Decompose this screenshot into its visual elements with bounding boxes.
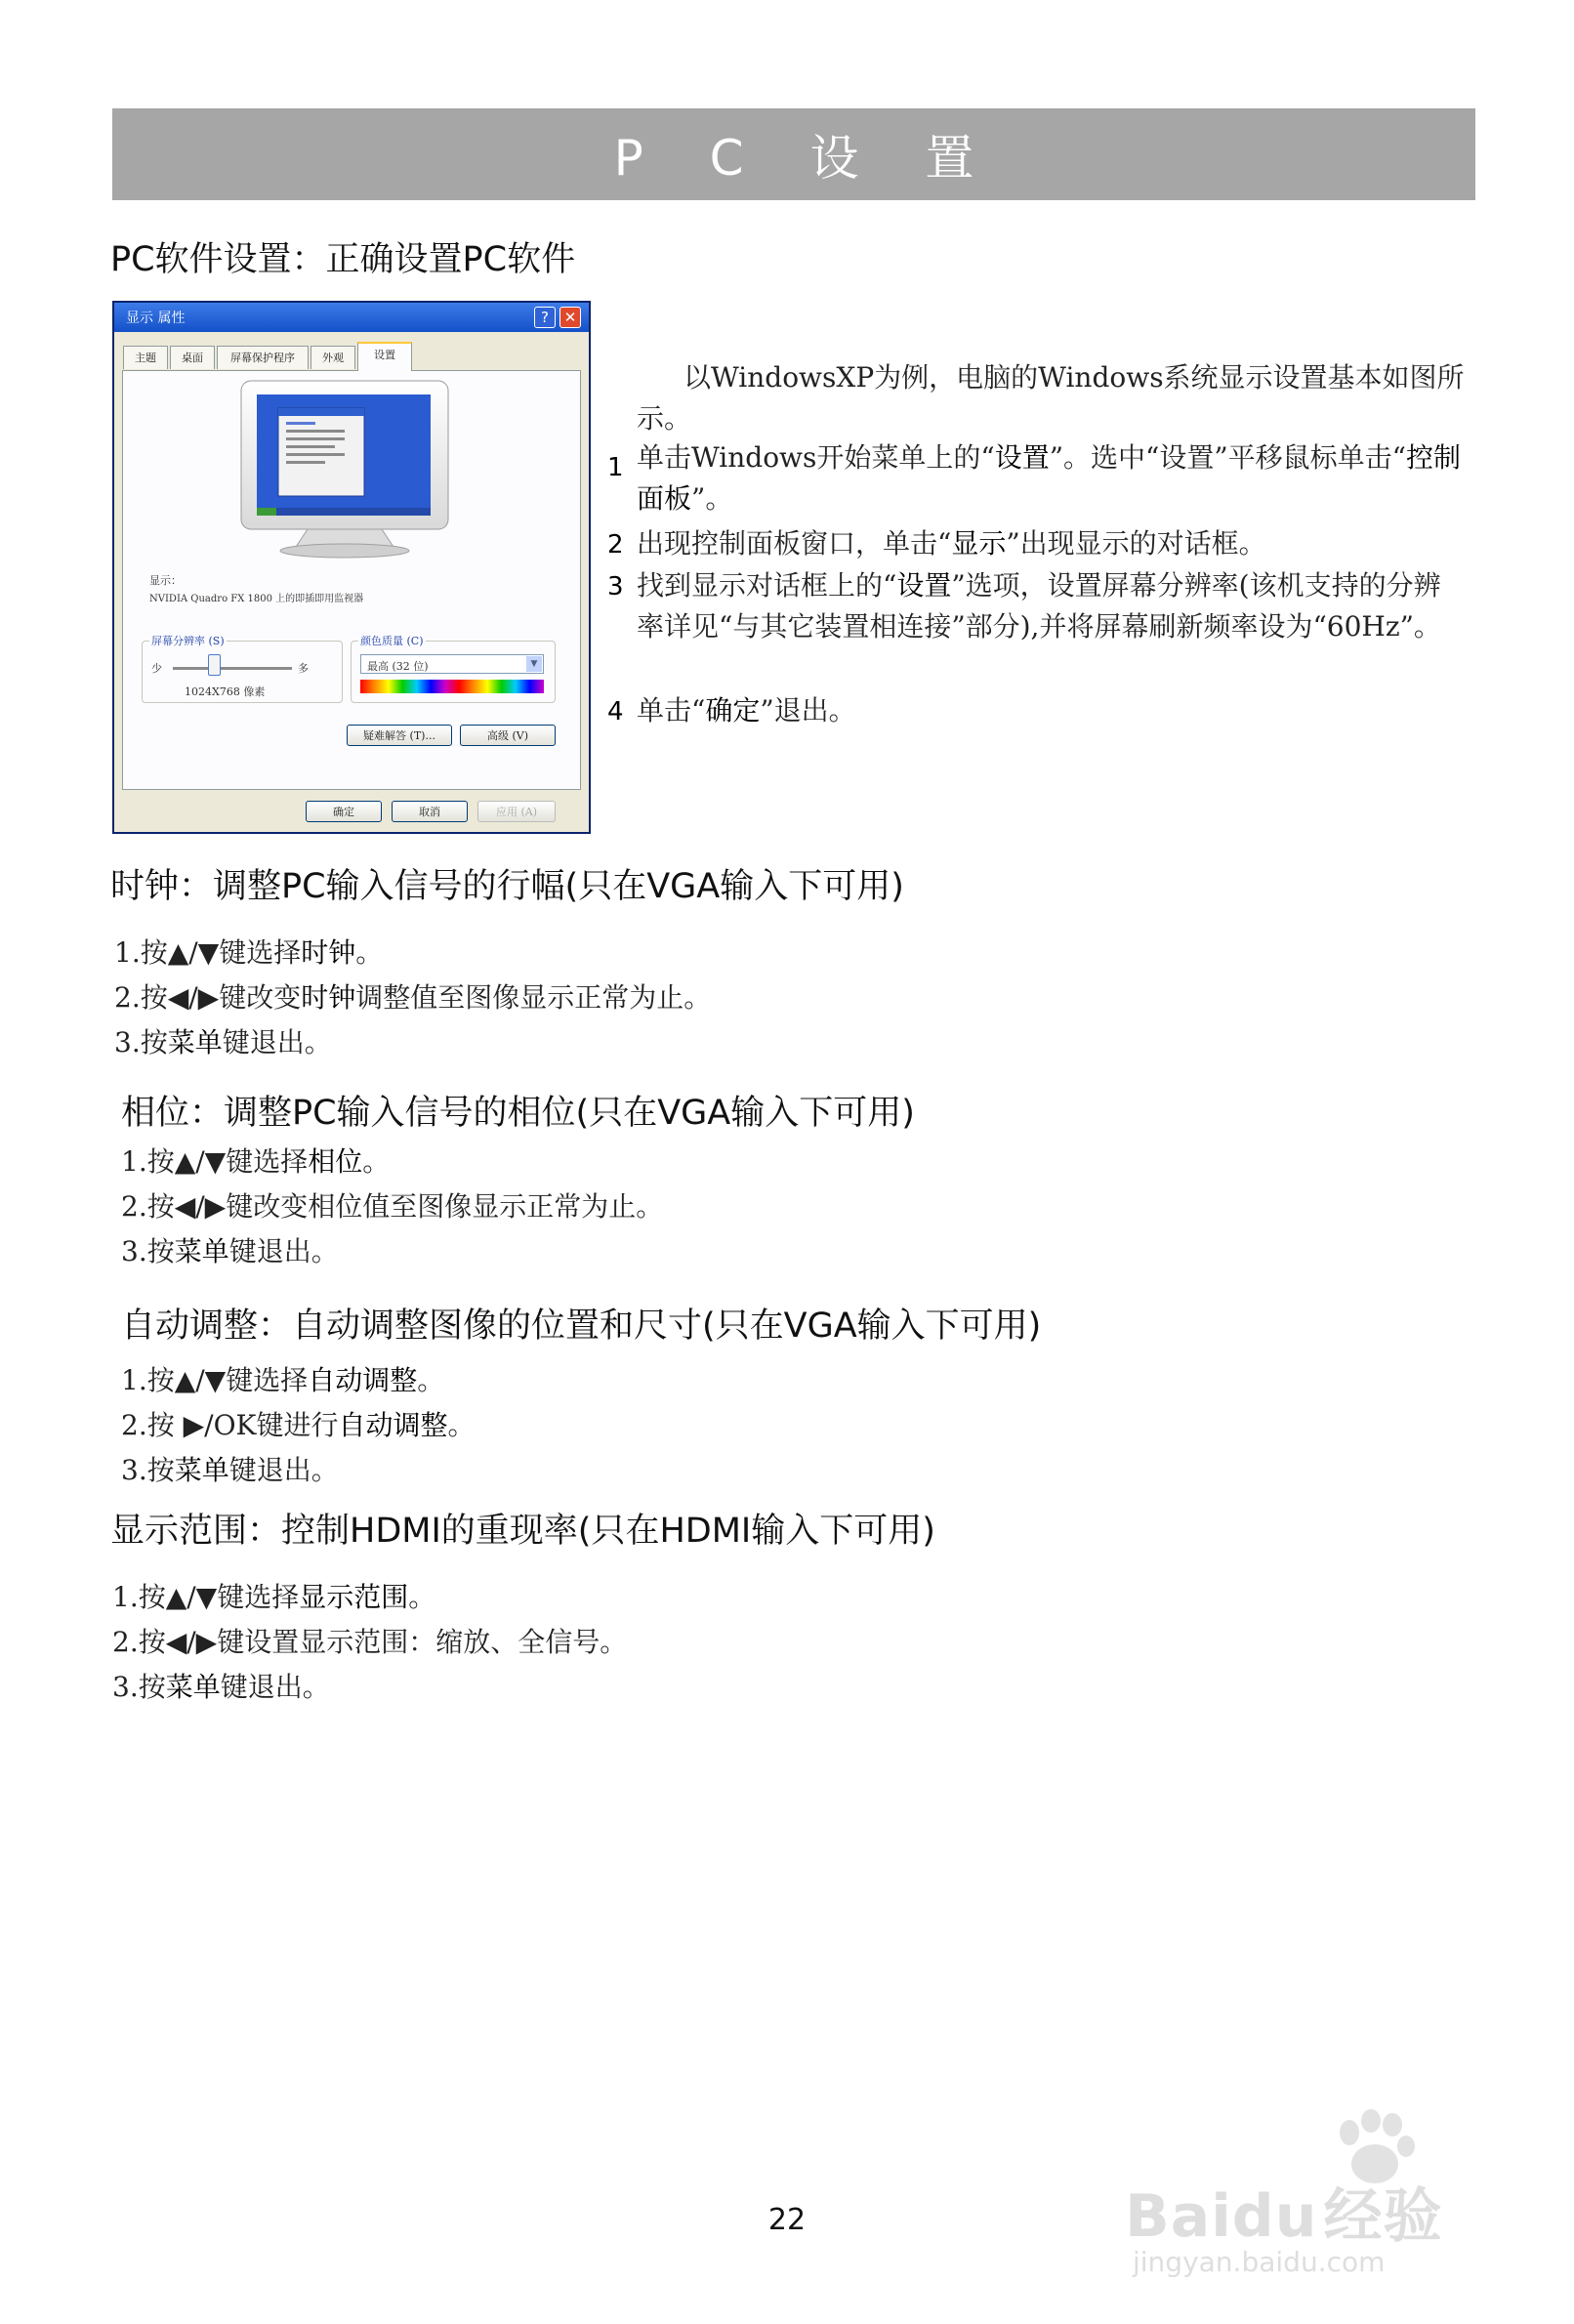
section-heading-clock: 时钟：调整PC输入信号的行幅(只在VGA输入下可用) [110,867,904,906]
step-number: 2 [607,530,624,560]
help-button[interactable]: ? [534,307,556,328]
page-title-bar [112,108,1475,200]
dialog-titlebar [114,303,589,332]
page-number: 22 [767,2203,807,2237]
section-heading-display-range: 显示范围：控制HDMI的重现率(只在HDMI输入下可用) [110,1512,935,1551]
display-label: 显示： [149,574,182,587]
range-step-1: 1.按▲/▼键选择显示范围。 [112,1581,436,1613]
tab-screensaver[interactable]: 屏幕保护程序 [217,346,309,369]
apply-button[interactable]: 应用 (A) [477,801,556,822]
chevron-down-icon[interactable]: ▼ [526,656,542,672]
color-quality-value: 最高 (32 位) [367,660,429,673]
ok-button[interactable]: 确定 [306,801,382,822]
step-2: 出现控制面板窗口，单击“显示”出现显示的对话框。 [637,527,1266,560]
troubleshoot-button[interactable]: 疑难解答 (T)... [347,725,452,746]
resolution-slider-track[interactable] [173,667,292,670]
intro-paragraph: 以WindowsXP为例，电脑的Windows系统显示设置基本如图所示。 [637,361,1465,435]
section-heading-software: PC软件设置：正确设置PC软件 [110,240,576,279]
section-heading-auto-adjust: 自动调整：自动调整图像的位置和尺寸(只在VGA输入下可用) [121,1307,1042,1346]
tab-theme[interactable]: 主题 [123,346,168,369]
tab-desktop[interactable]: 桌面 [170,346,215,369]
step-number: 3 [607,572,624,602]
display-device: NVIDIA Quadro FX 1800 上的即插即用监视器 [149,594,364,604]
tab-settings[interactable]: 设置 [357,342,412,371]
phase-step-1: 1.按▲/▼键选择相位。 [121,1145,391,1178]
resolution-slider-handle[interactable] [208,654,221,676]
step-3: 找到显示对话框上的“设置”选项，设置屏幕分辨率(该机支持的分辨率详见“与其它装置相连接”部分),并将屏幕刷新频率设为“60Hz”。 [637,569,1441,643]
clock-step-1: 1.按▲/▼键选择时钟。 [114,936,384,969]
step-1: 单击Windows开始菜单上的“设置”。选中“设置”平移鼠标单击“控制面板”。 [637,441,1462,515]
auto-step-1: 1.按▲/▼键选择自动调整。 [121,1364,445,1396]
auto-step-3: 3.按菜单键退出。 [121,1454,339,1486]
color-quality-select[interactable] [360,654,544,674]
step-number: 1 [607,453,624,482]
phase-step-2: 2.按◀/▶键改变相位值至图像显示正常为止。 [121,1190,664,1223]
clock-step-2: 2.按◀/▶键改变时钟调整值至图像显示正常为止。 [114,981,712,1014]
range-step-3: 3.按菜单键退出。 [112,1671,330,1703]
tab-appearance[interactable]: 外观 [311,346,355,369]
display-properties-dialog [112,301,591,834]
monitor-preview-icon [239,379,452,560]
color-spectrum-bar [360,680,544,693]
cancel-button[interactable]: 取消 [392,801,468,822]
section-heading-phase: 相位：调整PC输入信号的相位(只在VGA输入下可用) [121,1094,915,1133]
dialog-title: 显示 属性 [126,311,186,326]
page-title: P C 设 置 [613,130,1000,187]
clock-step-3: 3.按菜单键退出。 [114,1026,332,1058]
auto-step-2: 2.按 ▶/OK键进行自动调整。 [121,1409,476,1441]
slider-less-label: 少 [151,662,162,675]
step-4: 单击“确定”退出。 [637,694,856,726]
watermark-url: jingyan.baidu.com [1133,2246,1386,2278]
advanced-button[interactable]: 高级 (V) [460,725,556,746]
baidu-jingyan-watermark [1125,2109,1486,2278]
range-step-2: 2.按◀/▶键设置显示范围：缩放、全信号。 [112,1626,628,1658]
color-quality-group-label: 颜色质量 (C) [360,635,424,647]
close-button[interactable]: ✕ [559,307,581,328]
resolution-value: 1024X768 像素 [185,685,266,698]
step-number: 4 [607,697,624,726]
resolution-group-label: 屏幕分辨率 (S) [151,635,225,647]
watermark-brand: Baidu 经验 [1125,2182,1443,2251]
phase-step-3: 3.按菜单键退出。 [121,1235,339,1267]
slider-more-label: 多 [298,662,309,675]
